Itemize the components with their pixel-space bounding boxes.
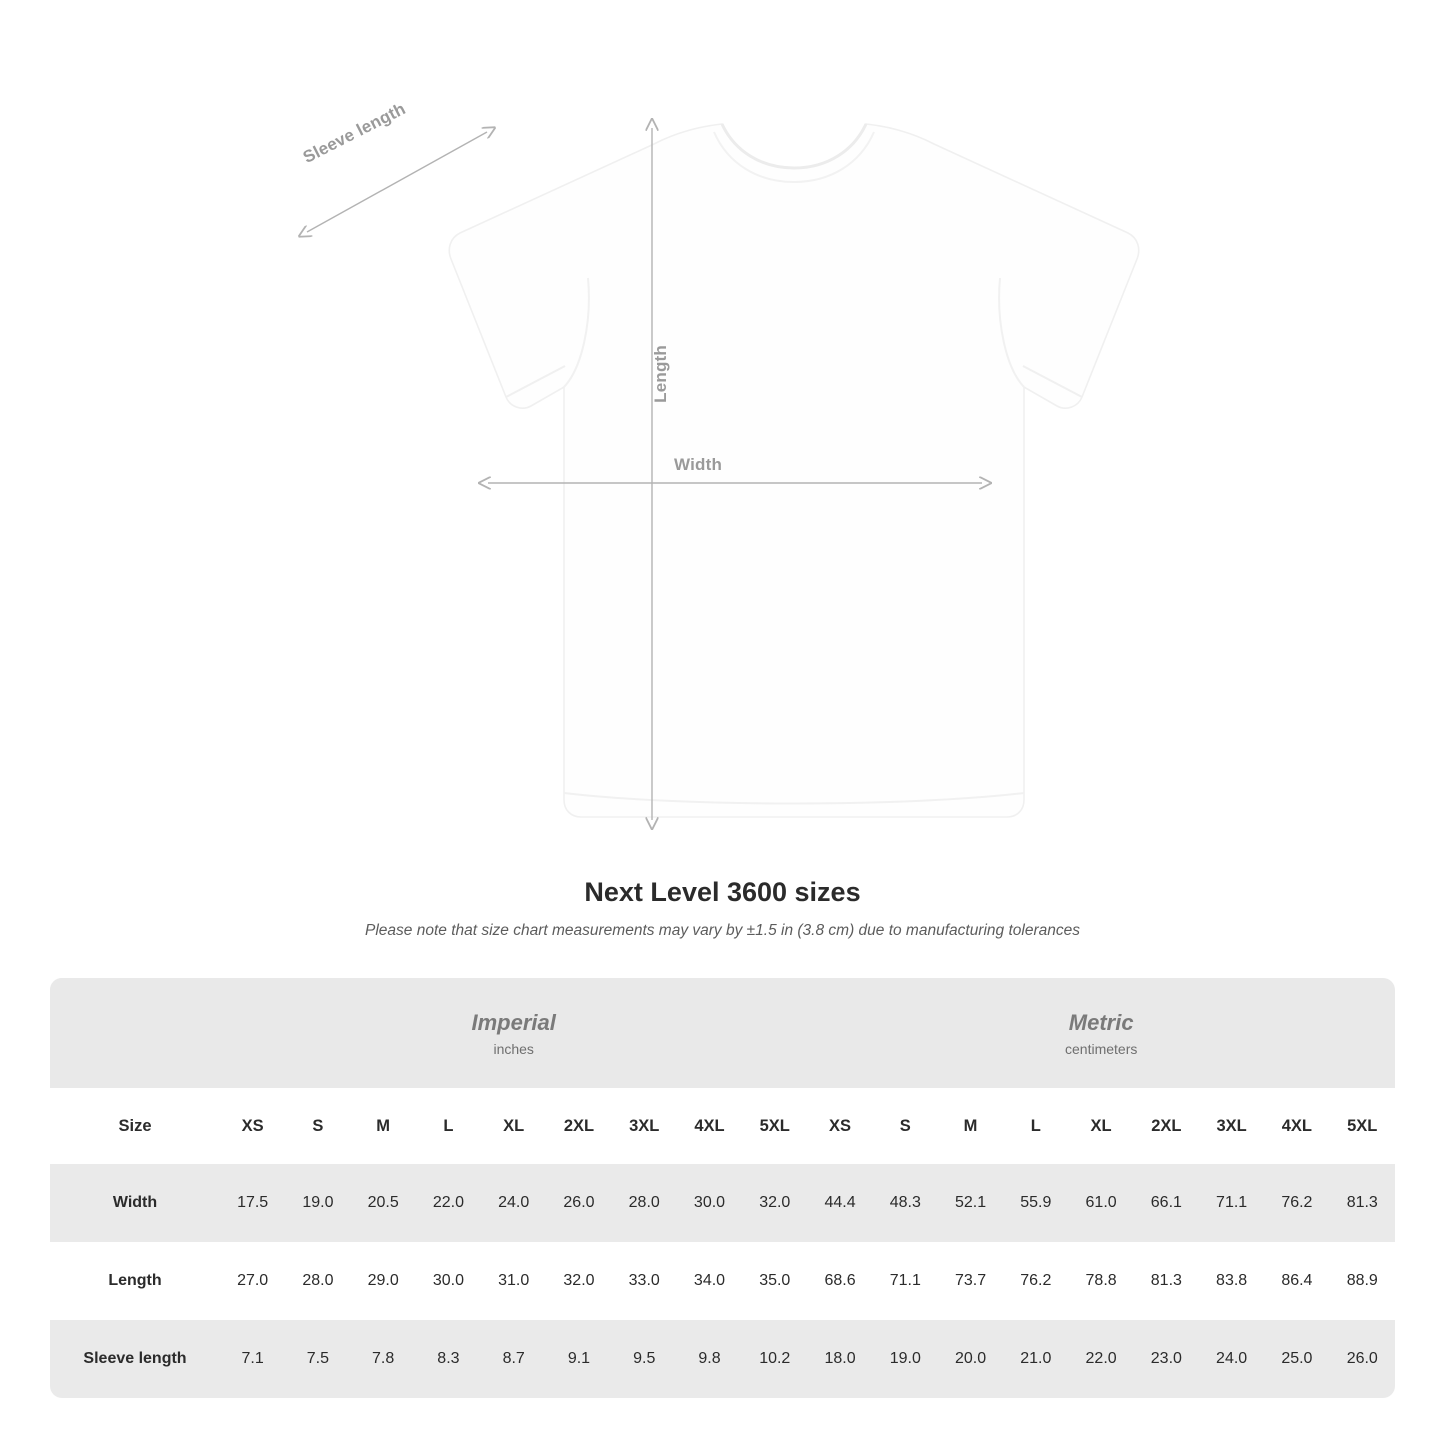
cell-sleeve-metric-5xl: 26.0: [1346, 1350, 1378, 1367]
cell-width-imperial-4xl: 30.0: [693, 1194, 726, 1211]
cell-sleeve-imperial-3xl: 9.5: [633, 1350, 656, 1367]
imperial-unit-cell: [220, 978, 807, 1088]
cell-sleeve-metric-3xl: 24.0: [1216, 1350, 1248, 1367]
cell-length-imperial-m: 29.0: [367, 1272, 399, 1289]
cell-length-imperial-xl: 31.0: [498, 1272, 530, 1289]
table-row: [50, 1320, 1395, 1398]
cell-length-imperial-2xl: 32.0: [563, 1272, 595, 1289]
metric-unit-sub: centimeters: [1065, 1040, 1138, 1057]
size-header-imperial-5xl: 5XL: [759, 1116, 790, 1135]
cell-sleeve-imperial-5xl: 10.2: [759, 1350, 791, 1367]
cell-width-metric-xs: 44.4: [824, 1194, 856, 1211]
cell-width-metric-l: 55.9: [1020, 1194, 1052, 1211]
cell-width-imperial-s: 19.0: [302, 1194, 334, 1211]
cell-length-metric-3xl: 83.8: [1216, 1272, 1248, 1289]
sleeve-length-label: Sleeve length: [300, 99, 409, 167]
metric-unit-cell: [807, 978, 1395, 1088]
cell-sleeve-imperial-m: 7.8: [372, 1350, 395, 1367]
size-header-metric-m: M: [963, 1116, 978, 1135]
cell-width-imperial-l: 22.0: [432, 1194, 464, 1211]
cell-length-imperial-5xl: 35.0: [759, 1272, 791, 1289]
imperial-unit-name: Imperial: [471, 1010, 556, 1036]
cell-length-metric-4xl: 86.4: [1281, 1272, 1313, 1289]
size-header-imperial-xs: XS: [241, 1116, 264, 1135]
cell-length-metric-xl: 78.8: [1085, 1272, 1117, 1289]
cell-sleeve-imperial-l: 8.3: [437, 1350, 460, 1367]
cell-length-metric-s: 71.1: [889, 1272, 921, 1289]
unit-header-row: [50, 978, 1395, 1088]
size-header-metric-3xl: 3XL: [1216, 1116, 1247, 1135]
cell-width-metric-xl: 61.0: [1085, 1194, 1117, 1211]
size-table-container: [50, 978, 1395, 1398]
size-header-imperial-4xl: 4XL: [694, 1116, 725, 1135]
cell-width-imperial-m: 20.5: [367, 1194, 399, 1211]
cell-sleeve-metric-4xl: 25.0: [1281, 1350, 1313, 1367]
size-header-imperial-2xl: 2XL: [563, 1116, 595, 1135]
size-header-imperial-m: M: [376, 1116, 391, 1135]
size-header-metric-4xl: 4XL: [1281, 1116, 1313, 1135]
cell-length-imperial-s: 28.0: [302, 1272, 334, 1289]
size-header-row: [50, 1088, 1395, 1164]
cell-width-metric-2xl: 66.1: [1150, 1194, 1182, 1211]
cell-width-metric-m: 52.1: [954, 1194, 987, 1211]
page-title: Next Level 3600 sizes: [584, 877, 861, 907]
size-header-label: Size: [118, 1116, 152, 1135]
cell-length-imperial-xs: 27.0: [237, 1272, 269, 1289]
cell-length-metric-xs: 68.6: [824, 1272, 856, 1289]
size-header-imperial-3xl: 3XL: [629, 1116, 660, 1135]
cell-sleeve-metric-xs: 18.0: [824, 1350, 856, 1367]
cell-width-metric-3xl: 71.1: [1216, 1194, 1248, 1211]
cell-sleeve-imperial-s: 7.5: [306, 1350, 330, 1367]
size-header-imperial-xl: XL: [503, 1116, 525, 1135]
size-header-metric-l: L: [1030, 1116, 1041, 1135]
cell-sleeve-imperial-xl: 8.7: [502, 1350, 525, 1367]
row-label-length: Length: [108, 1272, 162, 1289]
cell-width-imperial-xs: 17.5: [237, 1194, 269, 1211]
cell-length-metric-5xl: 88.9: [1346, 1272, 1378, 1289]
cell-width-metric-5xl: 81.3: [1346, 1194, 1378, 1211]
cell-length-metric-m: 73.7: [954, 1272, 987, 1289]
cell-width-imperial-2xl: 26.0: [563, 1194, 595, 1211]
cell-sleeve-metric-m: 20.0: [954, 1350, 987, 1367]
cell-sleeve-metric-l: 21.0: [1020, 1350, 1052, 1367]
size-table: [50, 978, 1395, 1398]
cell-length-metric-l: 76.2: [1020, 1272, 1052, 1289]
unit-row-spacer: [50, 978, 220, 1088]
size-header-metric-5xl: 5XL: [1347, 1116, 1378, 1135]
cell-width-imperial-3xl: 28.0: [628, 1194, 660, 1211]
tshirt-svg: [282, 110, 1162, 840]
imperial-unit-sub: inches: [493, 1040, 534, 1057]
size-header-metric-xl: XL: [1090, 1116, 1112, 1135]
cell-length-imperial-4xl: 34.0: [693, 1272, 726, 1289]
cell-width-imperial-5xl: 32.0: [759, 1194, 791, 1211]
tolerance-note: Please note that size chart measurements may vary by ±1.5 in (3.8 cm) due to manufacturing tolerances: [365, 922, 1080, 939]
cell-length-imperial-3xl: 33.0: [628, 1272, 660, 1289]
size-header-imperial-l: L: [443, 1116, 454, 1135]
length-label: Length: [651, 345, 670, 403]
cell-sleeve-imperial-xs: 7.1: [241, 1350, 264, 1367]
cell-width-metric-s: 48.3: [889, 1194, 921, 1211]
cell-width-metric-4xl: 76.2: [1281, 1194, 1313, 1211]
cell-sleeve-metric-2xl: 23.0: [1150, 1350, 1182, 1367]
size-header-metric-s: S: [899, 1116, 911, 1135]
size-header-metric-xs: XS: [829, 1116, 852, 1135]
row-label-width: Width: [112, 1194, 158, 1211]
cell-length-metric-2xl: 81.3: [1150, 1272, 1182, 1289]
table-row: [50, 1242, 1395, 1320]
size-header-metric-2xl: 2XL: [1151, 1116, 1182, 1135]
table-row: [50, 1164, 1395, 1242]
cell-sleeve-metric-s: 19.0: [889, 1350, 921, 1367]
cell-width-imperial-xl: 24.0: [498, 1194, 530, 1211]
cell-length-imperial-l: 30.0: [432, 1272, 464, 1289]
cell-sleeve-imperial-4xl: 9.8: [698, 1350, 721, 1367]
row-label-sleeve-length: Sleeve length: [83, 1350, 187, 1367]
cell-sleeve-imperial-2xl: 9.1: [567, 1350, 591, 1367]
metric-unit-name: Metric: [1068, 1010, 1134, 1036]
cell-sleeve-metric-xl: 22.0: [1085, 1350, 1117, 1367]
width-label: Width: [674, 455, 723, 474]
size-header-imperial-s: S: [312, 1116, 324, 1135]
